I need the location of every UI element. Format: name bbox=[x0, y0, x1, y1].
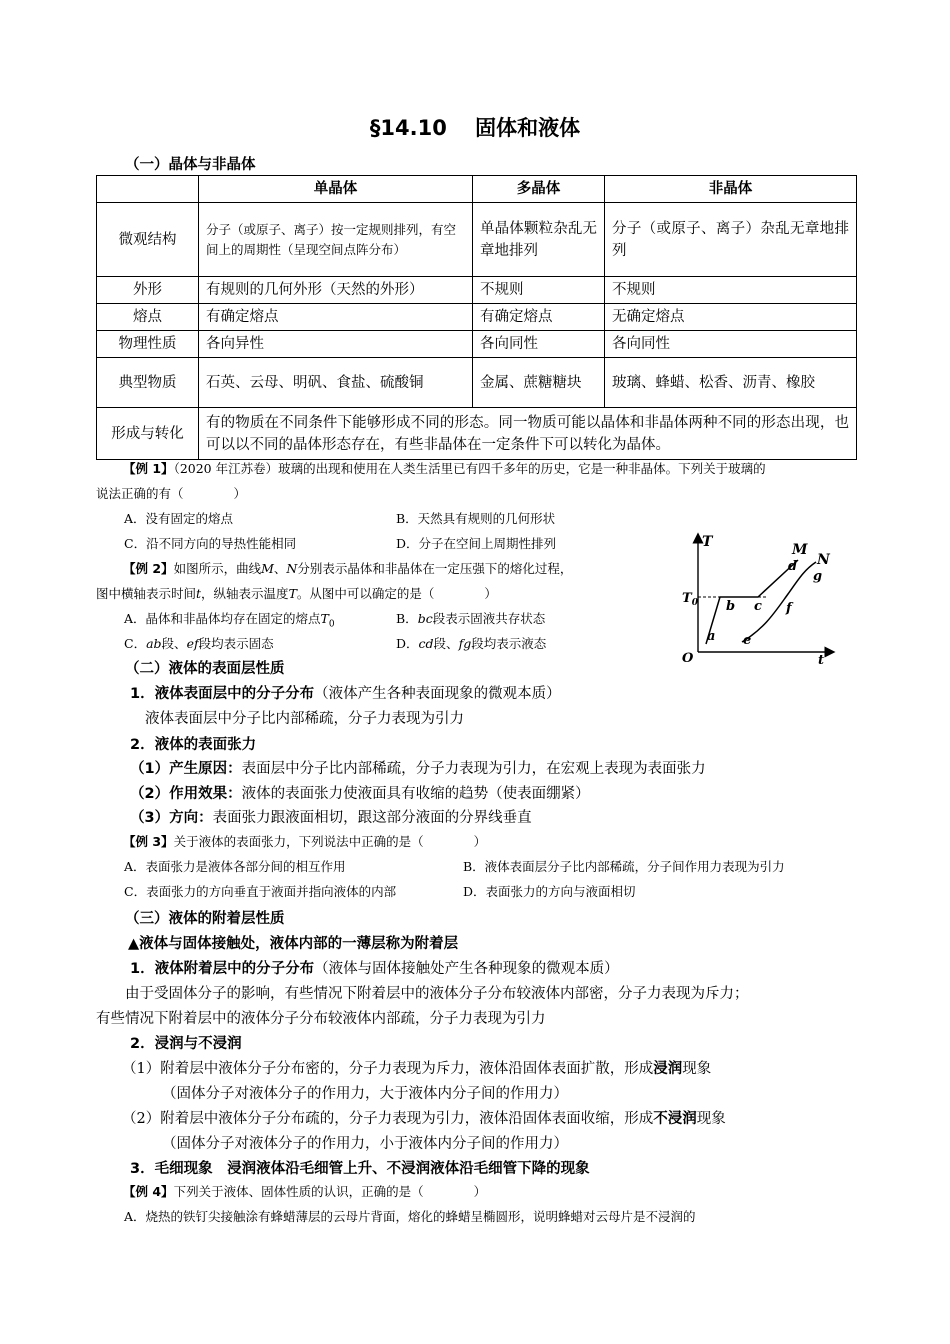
graph-label-f: f bbox=[786, 601, 792, 616]
text: （液体与固体接触处产生各种现象的微观本质） bbox=[314, 961, 619, 977]
row-label: 形成与转化 bbox=[97, 408, 199, 460]
table-row bbox=[97, 331, 857, 358]
text: 现象 bbox=[682, 1061, 712, 1077]
curve-m bbox=[706, 560, 798, 644]
definition: ▲液体与固体接触处，液体内部的一薄层称为附着层 bbox=[128, 936, 459, 952]
section-heading-surface: （二）液体的表面层性质 bbox=[125, 661, 285, 677]
graph-label-e: e bbox=[743, 633, 752, 648]
table-cell: 不规则 bbox=[605, 277, 857, 304]
graph-label-g: g bbox=[813, 569, 823, 584]
section-heading-crystal: （一）晶体与非晶体 bbox=[125, 157, 256, 173]
row-label: 微观结构 bbox=[97, 203, 199, 277]
graph-label-T: T bbox=[702, 534, 713, 550]
table-cell: 石英、云母、明矾、食盐、硫酸铜 bbox=[199, 358, 473, 408]
example-text: 。从图中可以确定的是（ ） bbox=[296, 586, 497, 601]
option: A．烧热的铁钉尖接触涂有蜂蜡薄层的云母片背面，熔化的蜂蜡呈椭圆形，说明蜂蜡对云母片是不浸润的 bbox=[124, 1209, 696, 1224]
option-text: 段均表示固态 bbox=[198, 636, 274, 651]
row-label: 物理性质 bbox=[97, 331, 199, 358]
graph-label-d: d bbox=[788, 559, 798, 574]
table-header-cell: 单晶体 bbox=[199, 176, 473, 203]
page-title: §14.10 固体和液体 bbox=[369, 116, 581, 140]
paragraph-heading bbox=[130, 682, 561, 703]
table-row bbox=[97, 358, 857, 408]
example-text: 图中横轴表示时间 bbox=[96, 586, 197, 601]
section-heading-adhesion: （三）液体的附着层性质 bbox=[125, 911, 285, 927]
option bbox=[124, 609, 335, 630]
table-header-cell: 多晶体 bbox=[473, 176, 605, 203]
example-2-stem-cont bbox=[96, 584, 497, 602]
example-text: 、 bbox=[273, 561, 287, 576]
option: D．分子在空间上周期性排列 bbox=[396, 536, 557, 551]
table-cell-merged: 有的物质在不同条件下能够形成不同的形态。同一物质可能以晶体和非晶体两种不同的形态出现，也可以以不同的晶体形态存在，有些非晶体在一定条件下可以转化为晶体。 bbox=[199, 408, 857, 460]
paragraph-heading: 2．液体的表面张力 bbox=[130, 737, 257, 753]
example-text: （2020 年江苏卷）玻璃的出现和使用在人类生活里已有四千多年的历史，它是一种非晶体。下列关于玻璃的 bbox=[173, 461, 766, 476]
text: （液体产生各种表面现象的微观本质） bbox=[314, 686, 561, 702]
list-item bbox=[130, 757, 706, 778]
segment-label: ab bbox=[146, 636, 162, 651]
table-cell: 分子（或原子、离子）按一定规则排列，有空间上的周期性（呈现空间点阵分布） bbox=[199, 203, 473, 277]
option bbox=[396, 609, 545, 627]
list-item bbox=[130, 806, 532, 827]
table-row bbox=[97, 408, 857, 460]
table-cell: 分子（或原子、离子）杂乱无章地排列 bbox=[605, 203, 857, 277]
note: （固体分子对液体分子的作用力，小于液体内分子间的作用力） bbox=[162, 1136, 568, 1152]
table-cell: 各向同性 bbox=[473, 331, 605, 358]
list-item bbox=[122, 1057, 711, 1078]
graph-label-b: b bbox=[726, 599, 736, 614]
example-1-stem-cont: 说法正确的有（ ） bbox=[96, 486, 247, 501]
bold-text: （3）方向： bbox=[130, 810, 213, 826]
example-2-stem bbox=[123, 559, 572, 577]
var-t: t bbox=[196, 586, 202, 601]
option bbox=[396, 634, 546, 652]
example-tag: 【例 3】 bbox=[123, 834, 174, 849]
option-text: 段均表示液态 bbox=[471, 636, 547, 651]
var-T: T bbox=[288, 586, 297, 601]
option: C．沿不同方向的导热性能相同 bbox=[124, 536, 297, 551]
text: 表面张力跟液面相切，跟这部分液面的分界线垂直 bbox=[212, 810, 532, 826]
example-text: 如图所示，曲线 bbox=[173, 561, 262, 576]
table-cell: 单晶体颗粒杂乱无章地排列 bbox=[473, 203, 605, 277]
option-text: C． bbox=[124, 636, 147, 651]
table-row bbox=[97, 277, 857, 304]
note: （固体分子对液体分子的作用力，大于液体内分子间的作用力） bbox=[162, 1086, 568, 1102]
table-cell: 有规则的几何外形（天然的外形） bbox=[199, 277, 473, 304]
example-3-stem bbox=[123, 832, 486, 850]
text: 液体的表面张力使液面具有收缩的趋势（使表面绷紧） bbox=[241, 786, 590, 802]
var-T0: T bbox=[320, 611, 329, 626]
table-cell: 无确定熔点 bbox=[605, 304, 857, 331]
option-text: D． bbox=[396, 636, 419, 651]
segment-label: cd bbox=[418, 636, 434, 651]
table-header-cell bbox=[97, 176, 199, 203]
table-header-cell: 非晶体 bbox=[605, 176, 857, 203]
option-text: 段、 bbox=[433, 636, 459, 651]
option-text: 段、 bbox=[161, 636, 187, 651]
option-text: B． bbox=[396, 611, 418, 626]
table-cell: 玻璃、蜂蜡、松香、沥青、橡胶 bbox=[605, 358, 857, 408]
crystal-comparison-table bbox=[96, 175, 857, 460]
segment-label: ef bbox=[186, 636, 199, 651]
bold-text: 1．液体附着层中的分子分布 bbox=[130, 961, 315, 977]
graph-label-T0: $T_0$ bbox=[682, 591, 698, 608]
option: B．液体表面层分子比内部稀疏，分子间作用力表现为引力 bbox=[463, 859, 785, 874]
example-text: 关于液体的表面张力，下列说法中正确的是（ ） bbox=[173, 834, 487, 849]
example-tag: 【例 2】 bbox=[123, 561, 174, 576]
table-row bbox=[97, 304, 857, 331]
row-label: 典型物质 bbox=[97, 358, 199, 408]
option: C．表面张力的方向垂直于液面并指向液体的内部 bbox=[124, 884, 397, 899]
example-tag: 【例 4】 bbox=[123, 1184, 174, 1199]
table-row bbox=[97, 203, 857, 277]
table-cell: 有确定熔点 bbox=[199, 304, 473, 331]
graph-label-O: O bbox=[682, 651, 694, 666]
graph-label-c: c bbox=[754, 599, 762, 614]
graph-label-a: a bbox=[707, 629, 716, 644]
subscript: 0 bbox=[328, 619, 335, 630]
option bbox=[124, 634, 274, 652]
example-tag: 【例 1】 bbox=[123, 461, 174, 476]
melting-curve-graph bbox=[680, 532, 840, 672]
bold-text: 1．液体表面层中的分子分布 bbox=[130, 686, 315, 702]
text: （1）附着层中液体分子分布密的，分子力表现为斥力，液体沿固体表面扩散，形成 bbox=[122, 1061, 654, 1077]
table-cell: 有确定熔点 bbox=[473, 304, 605, 331]
option: D．表面张力的方向与液面相切 bbox=[463, 884, 636, 899]
example-text: ，纵轴表示温度 bbox=[201, 586, 289, 601]
option-text: 段表示固液共存状态 bbox=[432, 611, 546, 626]
option: A．没有固定的熔点 bbox=[124, 511, 234, 526]
var-m: M bbox=[261, 561, 274, 576]
table-header-row bbox=[97, 176, 857, 203]
bold-text: （1）产生原因： bbox=[130, 761, 242, 777]
paragraph-heading bbox=[130, 957, 619, 978]
table-cell: 各向同性 bbox=[605, 331, 857, 358]
example-text: 下列关于液体、固体性质的认识，正确的是（ ） bbox=[173, 1184, 487, 1199]
graph-label-N: N bbox=[817, 552, 830, 568]
table-cell: 金属、蔗糖糖块 bbox=[473, 358, 605, 408]
text: 表面层中分子比内部稀疏，分子力表现为引力，在宏观上表现为表面张力 bbox=[241, 761, 706, 777]
graph-label-t: t bbox=[818, 653, 825, 668]
row-label: 外形 bbox=[97, 277, 199, 304]
text: 现象 bbox=[696, 1111, 726, 1127]
paragraph: 由于受固体分子的影响，有些情况下附着层中的液体分子分布较液体内部密，分子力表现为斥力； bbox=[125, 986, 749, 1002]
option: A．表面张力是液体各部分间的相互作用 bbox=[124, 859, 346, 874]
table-cell: 不规则 bbox=[473, 277, 605, 304]
list-item bbox=[122, 1107, 726, 1128]
table-cell: 各向异性 bbox=[199, 331, 473, 358]
paragraph: 液体表面层中分子比内部稀疏，分子力表现为引力 bbox=[145, 711, 464, 727]
graph-label-M: M bbox=[792, 542, 808, 558]
example-text: 分别表示晶体和非晶体在一定压强下的熔化过程， bbox=[297, 561, 573, 576]
row-label: 熔点 bbox=[97, 304, 199, 331]
bold-text: 浸润 bbox=[653, 1061, 683, 1077]
option-text: A．晶体和非晶体均存在固定的熔点 bbox=[124, 611, 321, 626]
example-4-stem bbox=[123, 1182, 486, 1200]
list-item bbox=[130, 782, 590, 803]
example-1-stem bbox=[123, 459, 766, 477]
bold-text: 不浸润 bbox=[653, 1111, 697, 1127]
bold-text: （2）作用效果： bbox=[130, 786, 242, 802]
segment-label: fg bbox=[458, 636, 472, 651]
paragraph-heading: 2．浸润与不浸润 bbox=[130, 1036, 242, 1052]
paragraph-heading: 3．毛细现象 浸润液体沿毛细管上升、不浸润液体沿毛细管下降的现象 bbox=[130, 1161, 590, 1177]
var-n: N bbox=[286, 561, 298, 576]
text: （2）附着层中液体分子分布疏的，分子力表现为引力，液体沿固体表面收缩，形成 bbox=[122, 1111, 654, 1127]
option: B．天然具有规则的几何形状 bbox=[396, 511, 556, 526]
segment-label: bc bbox=[417, 611, 433, 626]
paragraph: 有些情况下附着层中的液体分子分布较液体内部疏，分子力表现为引力 bbox=[96, 1011, 546, 1027]
